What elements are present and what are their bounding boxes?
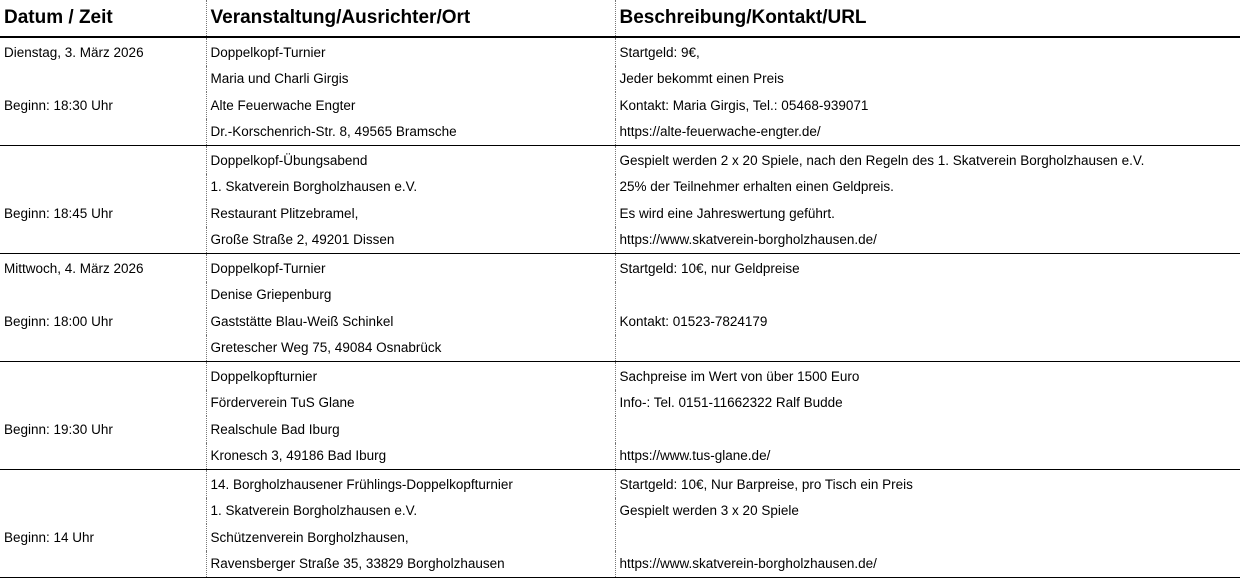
column-header-description: Beschreibung/Kontakt/URL — [615, 0, 1240, 37]
table-row — [0, 390, 1240, 417]
description-cell: Kontakt: Maria Girgis, Tel.: 05468-939071 — [615, 92, 1240, 119]
event-cell: Maria und Charli Girgis — [206, 66, 615, 93]
event-cell: Kronesch 3, 49186 Bad Iburg — [206, 443, 615, 470]
description-cell: 25% der Teilnehmer erhalten einen Geldpreis. — [615, 174, 1240, 201]
description-cell: Startgeld: 10€, Nur Barpreise, pro Tisch ein Preis — [615, 470, 1240, 498]
event-cell: Realschule Bad Iburg — [206, 416, 615, 443]
date-cell: Dienstag, 3. März 2026 — [4, 44, 144, 60]
table-row — [0, 254, 1240, 282]
date-cell: Beginn: 19:30 Uhr — [4, 421, 113, 437]
event-cell: 14. Borgholzhausener Frühlings-Doppelkopfturnier — [206, 470, 615, 498]
url-link[interactable]: https://www.skatverein-borgholzhausen.de/ — [615, 551, 1240, 578]
date-cell — [0, 443, 206, 470]
event-cell: Doppelkopf-Turnier — [206, 37, 615, 66]
table-row — [0, 37, 1240, 66]
description-cell — [615, 524, 1240, 551]
description-cell: Startgeld: 9€, — [615, 37, 1240, 66]
description-cell: Startgeld: 10€, nur Geldpreise — [615, 254, 1240, 282]
date-cell: Beginn: 14 Uhr — [4, 529, 95, 545]
event-cell: Gaststätte Blau-Weiß Schinkel — [206, 308, 615, 335]
table-row — [0, 416, 1240, 443]
date-cell — [0, 119, 206, 146]
table-row — [0, 498, 1240, 525]
event-cell: Denise Griepenburg — [206, 282, 615, 309]
date-cell — [0, 335, 206, 362]
event-cell: Doppelkopf-Übungsabend — [206, 146, 615, 174]
description-cell: Jeder bekommt einen Preis — [615, 66, 1240, 93]
date-cell: Mittwoch, 4. März 2026 — [4, 260, 144, 276]
event-cell: Schützenverein Borgholzhausen, — [206, 524, 615, 551]
date-cell — [0, 390, 206, 417]
description-cell: Kontakt: 01523-7824179 — [615, 308, 1240, 335]
table-row — [0, 146, 1240, 174]
description-cell: Info-: Tel. 0151-11662322 Ralf Budde — [615, 390, 1240, 417]
table-row — [0, 524, 1240, 551]
description-cell: Gespielt werden 3 x 20 Spiele — [615, 498, 1240, 525]
event-cell: Dr.-Korschenrich-Str. 8, 49565 Bramsche — [206, 119, 615, 146]
column-header-date: Datum / Zeit — [0, 0, 206, 37]
url-link[interactable]: https://www.tus-glane.de/ — [615, 443, 1240, 470]
date-cell: Beginn: 18:00 Uhr — [4, 313, 113, 329]
description-cell: Gespielt werden 2 x 20 Spiele, nach den Regeln des 1. Skatverein Borgholzhausen e.V. — [615, 146, 1240, 174]
event-cell: Große Straße 2, 49201 Dissen — [206, 227, 615, 254]
event-cell: Förderverein TuS Glane — [206, 390, 615, 417]
table-row — [0, 335, 1240, 362]
date-cell: Beginn: 18:30 Uhr — [4, 97, 113, 113]
event-cell: Alte Feuerwache Engter — [206, 92, 615, 119]
event-cell: Gretescher Weg 75, 49084 Osnabrück — [206, 335, 615, 362]
date-cell — [0, 174, 206, 201]
description-cell: Es wird eine Jahreswertung geführt. — [615, 200, 1240, 227]
description-cell — [615, 282, 1240, 309]
date-cell — [0, 470, 206, 498]
date-cell — [0, 146, 206, 174]
table-row — [0, 119, 1240, 146]
table-row — [0, 174, 1240, 201]
date-cell — [0, 551, 206, 578]
description-cell — [615, 335, 1240, 362]
date-cell — [0, 362, 206, 390]
date-cell — [0, 498, 206, 525]
table-row — [0, 282, 1240, 309]
date-cell: Beginn: 18:45 Uhr — [4, 205, 113, 221]
date-cell — [0, 227, 206, 254]
header-row — [0, 0, 1240, 37]
url-link[interactable]: https://www.skatverein-borgholzhausen.de/ — [615, 227, 1240, 254]
table-row — [0, 227, 1240, 254]
table-row — [0, 308, 1240, 335]
event-cell: Doppelkopfturnier — [206, 362, 615, 390]
date-cell — [0, 282, 206, 309]
event-cell: Restaurant Plitzebramel, — [206, 200, 615, 227]
event-cell: 1. Skatverein Borgholzhausen e.V. — [206, 498, 615, 525]
event-cell: 1. Skatverein Borgholzhausen e.V. — [206, 174, 615, 201]
table-row — [0, 66, 1240, 93]
column-header-event: Veranstaltung/Ausrichter/Ort — [206, 0, 615, 37]
table-row — [0, 200, 1240, 227]
table-row — [0, 551, 1240, 578]
events-body — [0, 37, 1240, 578]
date-cell — [0, 66, 206, 93]
description-cell — [615, 416, 1240, 443]
url-link[interactable]: https://alte-feuerwache-engter.de/ — [615, 119, 1240, 146]
table-row — [0, 443, 1240, 470]
event-cell: Ravensberger Straße 35, 33829 Borgholzhausen — [206, 551, 615, 578]
table-row — [0, 362, 1240, 390]
table-row — [0, 92, 1240, 119]
event-cell: Doppelkopf-Turnier — [206, 254, 615, 282]
description-cell: Sachpreise im Wert von über 1500 Euro — [615, 362, 1240, 390]
table-row — [0, 470, 1240, 498]
